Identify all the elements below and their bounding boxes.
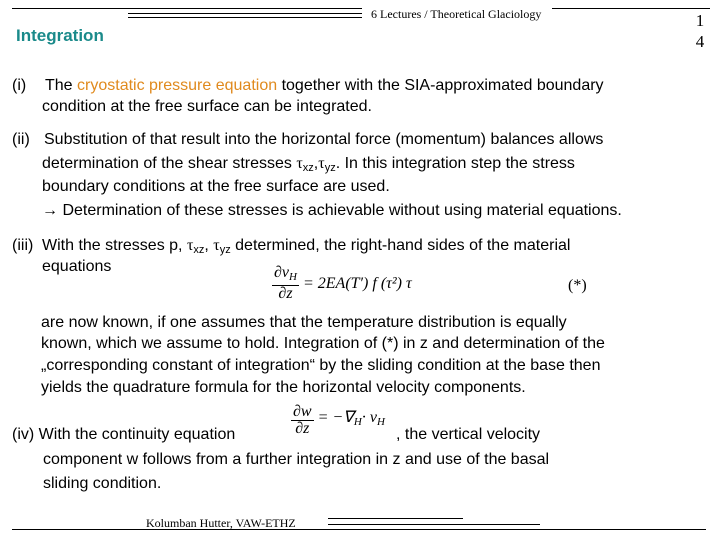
item-ii-line2: determination of the shear stresses $\tau_{xz},\tau_{yz}$. In this integration step the stress <box>42 155 575 174</box>
header-rule-right <box>552 8 710 9</box>
continuity-fraction: $\frac{\partial w}{\partial z}$ <box>293 403 312 437</box>
page-title: Integration <box>16 26 104 45</box>
item-i-marker: (i) <box>12 77 27 94</box>
footer-rule-3 <box>12 529 706 530</box>
item-ii-line3: boundary conditions at the free surface are used. <box>42 178 390 195</box>
item-ii-line1: Substitution of that result into the horizontal force (momentum) balances allows <box>44 131 604 148</box>
cryostatic-pressure-link: cryostatic pressure equation <box>77 77 278 94</box>
header-rule-mid-2 <box>128 17 362 18</box>
page-number <box>690 10 710 52</box>
equation-tag: (*) <box>568 277 587 294</box>
item-iv-marker: (iv) <box>12 426 35 443</box>
page-number-digit-1: 1 <box>695 11 705 30</box>
footer-rule-1 <box>328 518 463 519</box>
item-i-line1: The cryostatic pressure equation together with the SIA-approximated boundary <box>45 77 604 94</box>
continuity-equation: $\frac{\partial w}{\partial z}$ = $-\nabla_H\cdot v_H$ <box>293 403 385 437</box>
item-iii-line3: are now known, if one assumes that the temperature distribution is equally <box>41 314 567 331</box>
item-i <box>12 75 712 119</box>
item-iii-line5: „corresponding constant of integration“ by the sliding condition at the base then <box>41 357 601 374</box>
item-ii <box>12 129 712 219</box>
item-iv-line3: sliding condition. <box>43 475 162 492</box>
item-iv-line1-start: (iv) With the continuity equation <box>12 426 236 443</box>
item-iv-line1-end: , the vertical velocity <box>396 426 541 443</box>
item-iv <box>12 404 712 494</box>
header-rule-mid-1 <box>128 13 362 14</box>
footer-rule-2 <box>328 524 540 525</box>
item-iii-marker: (iii) <box>12 237 34 254</box>
course-header: 6 Lectures / Theoretical Glaciology <box>371 7 542 21</box>
tau-symbol: τ <box>296 155 303 172</box>
equation-fraction: $\frac{\partial v_H}{\partial z}$ <box>274 264 297 302</box>
item-ii-line4: → Determination of these stresses is achievable without using material equations. <box>42 202 622 219</box>
item-ii-marker: (ii) <box>12 131 30 148</box>
item-i-line2: condition at the free surface can be integrated. <box>42 98 372 115</box>
item-iii-line6: yields the quadrature formula for the horizontal velocity components. <box>41 379 526 396</box>
item-iii-line4: known, which we assume to hold. Integration of (*) in z and determination of the <box>41 335 605 352</box>
material-equation: $\frac{\partial v_H}{\partial z}$ = 2EA(T′) f (τ²) τ <box>274 264 412 302</box>
header-rule-left <box>12 8 362 9</box>
item-iii-line1: With the stresses p, $\tau_{xz}$, $\tau_{yz}$ determined, the right-hand sides of the material <box>42 237 571 256</box>
page-number-digit-2: 4 <box>695 32 705 51</box>
item-iii-line2: equations <box>42 258 112 275</box>
item-iv-line2: component w follows from a further integration in z and use of the basal <box>43 451 550 468</box>
item-iii <box>12 235 712 400</box>
footer-author: Kolumban Hutter, VAW-ETHZ <box>146 516 296 530</box>
